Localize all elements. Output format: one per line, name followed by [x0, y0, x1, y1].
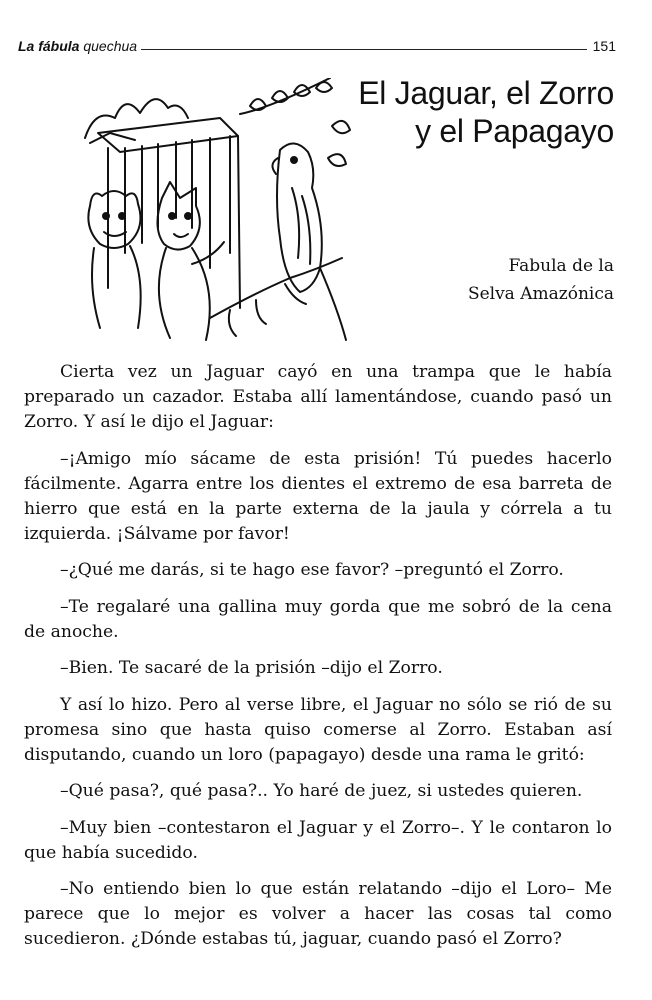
paragraph: –Bien. Te sacaré de la prisión –dijo el Zorro.: [60, 658, 443, 678]
book-series-title: La fábula quechua: [18, 38, 138, 54]
paragraph: –¡Amigo mío sácame de esta prisión! Tú puedes hacerlo fácilmente. Agarra entre los dientes el extremo de esa barreta de hierro que está en la parte externa de la jaula y córrela a tu izquierda. ¡Sálvame por favor!: [24, 448, 612, 544]
paragraph: Cierta vez un Jaguar cayó en una trampa que le había preparado un cazador. Estaba allí lamentándose, cuando pasó un Zorro. Y así le dijo el Jaguar:: [24, 362, 612, 432]
paragraph: –Muy bien –contestaron el Jaguar y el Zorro–. Y le contaron lo que había sucedido.: [24, 817, 612, 863]
fable-body: [24, 360, 612, 964]
fable-title: El Jaguar, el Zorro y el Papagayo: [358, 75, 614, 149]
fable-origin: Fabula de la Selva Amazónica: [467, 256, 614, 304]
paragraph: –Te regalaré una gallina muy gorda que me sobró de la cena de anoche.: [24, 596, 612, 642]
paragraph: –¿Qué me darás, si te hago ese favor? –preguntó el Zorro.: [60, 560, 564, 580]
paragraph: –Qué pasa?, qué pasa?.. Yo haré de juez, si ustedes quieren.: [60, 781, 583, 801]
paragraph: Y así lo hizo. Pero al verse libre, el Jaguar no sólo se rió de su promesa sino que hasta quiso comerse al Zorro. Estaban así disputando, cuando un loro (papagayo) desde una rama le gritó:: [24, 694, 612, 765]
page-number: 151: [592, 38, 616, 54]
jaguar-fox-parrot-cage-illustration: [80, 78, 358, 348]
running-header: [18, 34, 616, 54]
header-rule: [141, 49, 587, 50]
paragraph: –No entiendo bien lo que están relatando –dijo el Loro– Me parece que lo mejor es volver a hacer las cosas tal como sucedieron. ¿Dónde estabas tú, jaguar, cuando pasó el Zorro?: [24, 879, 612, 949]
